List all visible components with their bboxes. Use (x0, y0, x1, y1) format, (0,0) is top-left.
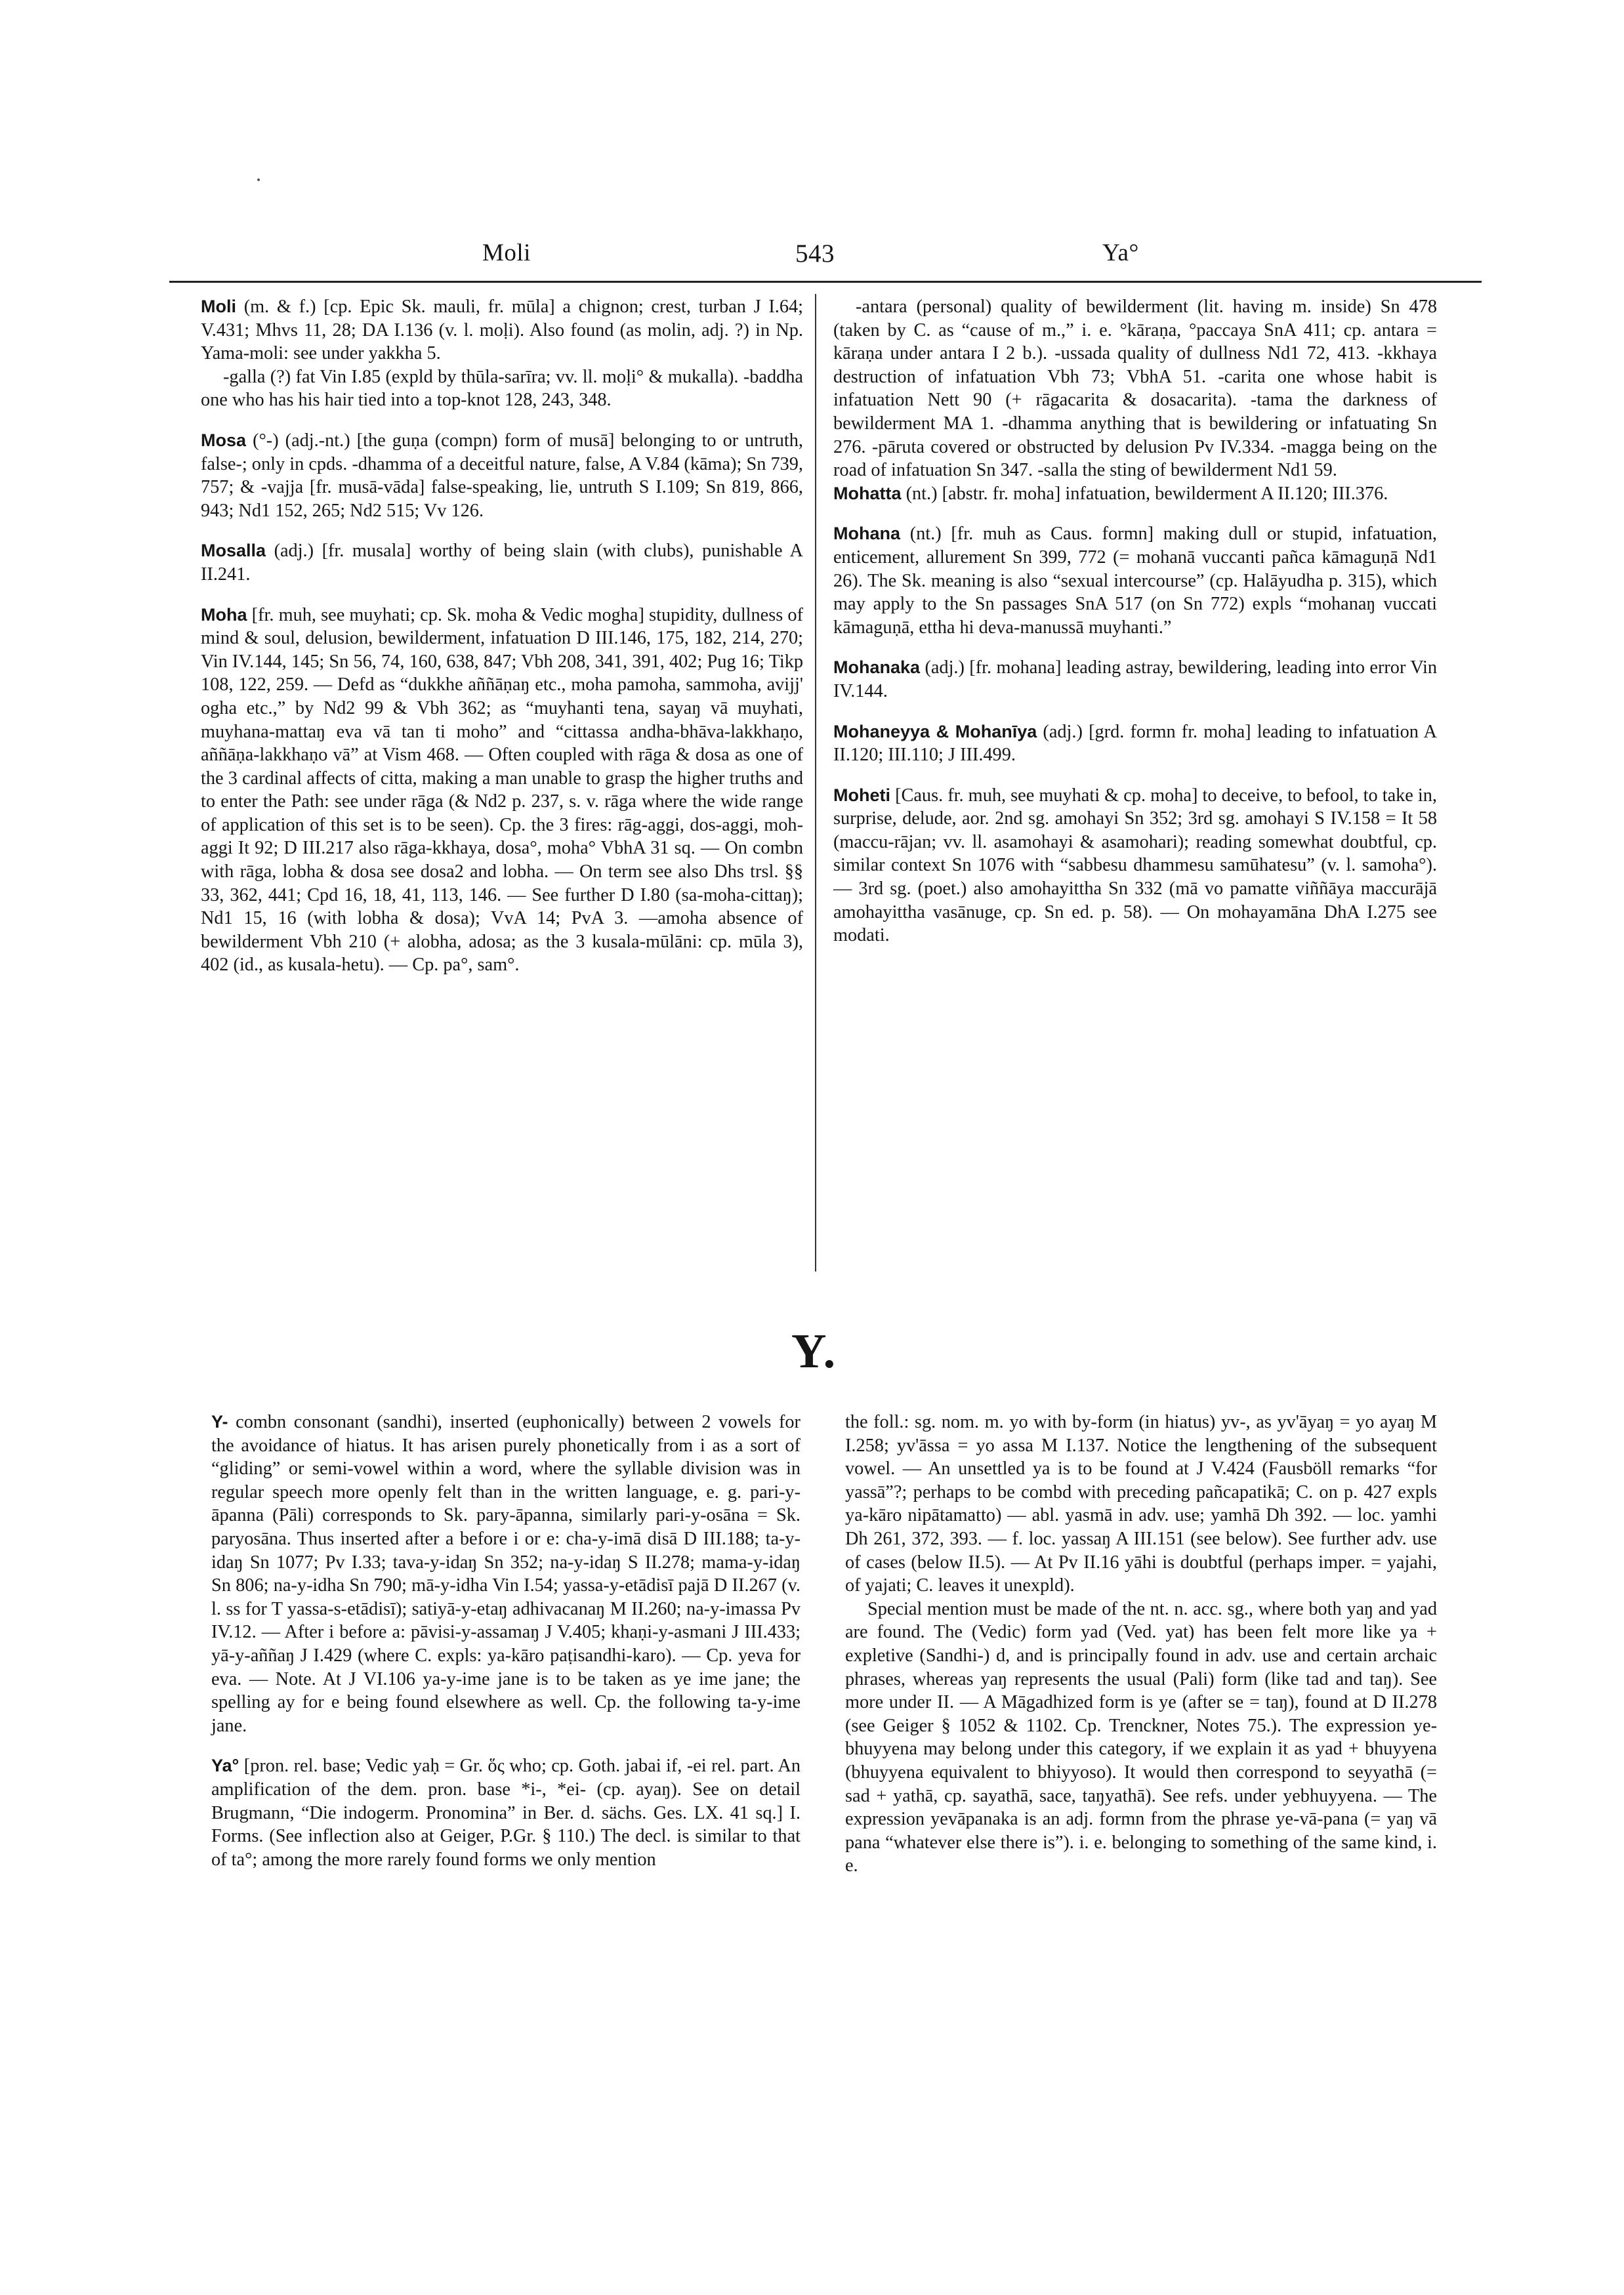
entry-body: (adj.) [fr. mohana] leading astray, bewildering, leading into error Vin IV.144. (833, 657, 1437, 701)
entry-body: (adj.) [grd. formn fr. moha] leading to infatuation A II.120; III.110; J III.499. (833, 721, 1437, 766)
entry-ya-continued (845, 1411, 1437, 1598)
running-head-right: Ya° (1102, 239, 1139, 266)
entry-moha-continued (833, 295, 1437, 482)
headword: Mohana (833, 524, 901, 544)
entry-mosalla (201, 539, 803, 586)
entry-mohana (833, 522, 1437, 639)
headword: Moli (201, 297, 236, 316)
scan-speck (257, 178, 260, 181)
entry-body: the foll.: sg. nom. m. yo with by-form (in hiatus) yv-, as yv'āyaŋ = yo ayaŋ M I.258; yv'āssa = yo assa M I.137. Notice the lengthening of the subsequent vowel. — An unsettled ya is to be found at J V.424 (Fausböll remarks “for yassā”?; perhaps to be combd with preceding pañcapatikā; C. on p. 427 expls ya-kāro nipātamatto) — abl. yasmā in adv. use; yamhā Dh 392. — loc. yamhi Dh 261, 372, 393. — f. loc. yassaŋ A III.151 (see below). See further adv. use of cases (below II.5). — At Pv II.16 yāhi is doubtful (perhaps imper. = yajahi, of yajati; C. leaves it unexpld). (845, 1412, 1437, 1596)
entry-body: combn consonant (sandhi), inserted (euphonically) between 2 vowels for the avoidance of hiatus. It has arisen purely phonetically from i as a sort of “gliding” or semi-vowel within a word, where the syllable division was in regular speech more openly felt than in the written language, e. g. pari-y-āpanna (Pāli) corresponds to Sk. pary-āpanna, similarly pari-y-osāna = Sk. paryosāna. Thus inserted after a before i or e: cha-y-imā disā D III.188; ta-y-idaŋ Sn 1077; Pv I.33; tava-y-idaŋ Sn 352; na-y-idaŋ S II.278; mama-y-idaŋ Sn 806; na-y-idha Sn 790; mā-y-idha Vin I.54; yassa-y-etādisī pajā D II.267 (v. l. ss for T yassa-s-etādisī); satiyā-y-etaŋ adhivacanaŋ M II.260; na-y-imassa Pv IV.12. — After i before a: pāvisi-y-assamaŋ J V.405; khaṇi-y-asmani J III.433; yā-y-aññaŋ J I.429 (where C. expls: ya-kāro paṭisandhi-karo). — Cp. yeva for eva. — Note. At J VI.106 ya-y-ime jane is to be taken as ye ime jane; the spelling ay for e being found elsewhere as well. Cp. the following ta-y-ime jane. (211, 1412, 801, 1736)
headword: Mosalla (201, 541, 266, 561)
entry-mosa (201, 429, 803, 522)
entry-body: [Caus. fr. muh, see muyhati & cp. moha] to deceive, to befool, to take in, surprise, delude, aor. 2nd sg. amohayi Sn 352; 3rd sg. amohayi S IV.158 = It 58 (maccu-rājan; vv. ll. asamohayi & asamohari); reading somewhat doubtful, cp. similar context Sn 1076 with “sabbesu dhammesu samūhatesu” (v. l. samoha°). — 3rd sg. (poet.) also amohayittha Sn 332 (mā vo pamatte viññāya maccurājā amohayittha vasānuge, cp. Sn ed. p. 58). — On mohayamāna DhA I.275 see modati. (833, 785, 1437, 946)
entry-body: (nt.) [fr. muh as Caus. formn] making dull or stupid, infatuation, enticement, allurement Sn 399, 772 (= mohanā vuccanti pañca kāmaguṇā Nd1 26). The Sk. meaning is also “sexual intercourse” (cp. Halāyudha p. 315), which may apply to the Sn passages SnA 517 (on Sn 772) expls “mohanaŋ vuccati kāmaguṇā, ettha hi deva-manussā muyhanti.” (833, 524, 1438, 638)
column-top-right (833, 295, 1437, 964)
page-number: 543 (795, 239, 835, 268)
headword: Mosa (201, 430, 247, 450)
entry-moli (201, 295, 803, 412)
column-divider (815, 294, 816, 1272)
entry-body: Special mention must be made of the nt. n. acc. sg., where both yaŋ and yad are found. The (Vedic) form yad (Ved. yat) has been felt more like ya + expletive (Sandhi-) d, and is principally found in adv. use and certain archaic phrases, whereas yaŋ represents the usual (Pali) form (like tad and taŋ). See more under II. — A Māgadhized form is ye (after se = taŋ), found at D II.278 (see Geiger § 1052 & 1102. Cp. Trenckner, Notes 75.). The expression ye-bhuyyena may belong under this category, if we explain it as yad + bhuyyena (bhuyyena equivalent to bhiyyoso). It would then correspond to seyyathā (= sad + yathā, cp. sayathā, sace, taŋyathā). See refs. under yebhuyyena. — The expression yevāpanaka is an adj. formn from the phrase ye-vā-pana (= yaŋ vā pana “whatever else there is”). i. e. belonging to something of the same kind, i. e. (845, 1598, 1437, 1876)
entry-body: (m. & f.) [cp. Epic Sk. mauli, fr. mūla] a chignon; crest, turban J I.64; V.431; Mhvs 11, 28; DA I.136 (v. l. moḷi). Also found (as molin, adj. ?) in Np. Yama-moli: see under yakkha 5. (201, 297, 803, 364)
entry-ya-continued-2 (845, 1598, 1437, 1878)
column-bottom-left (211, 1411, 801, 1888)
entry-body: -antara (personal) quality of bewilderment (lit. having m. inside) Sn 478 (taken by C. as “cause of m.,” i. e. °kāraṇa, °paccaya SnA 411; cp. antara = kāraṇa under antara I 2 b.). -ussada quality of dullness Nd1 72, 413. -kkhaya destruction of infatuation Vbh 73; VbhA 51. -carita one whose habit is infatuation Nett 90 (+ rāgacarita & dosacarita). -tama the darkness of bewilderment MA 1. -dhamma anything that is bewildering or infatuating Sn 276. -pāruta covered or obstructed by delusion Pv IV.334. -magga being on the road of infatuation Sn 347. -salla the sting of bewilderment Nd1 59. (833, 297, 1437, 481)
headword: Ya° (211, 1756, 239, 1776)
headword: Mohanaka (833, 657, 921, 678)
entry-sub: -galla (?) fat Vin I.85 (expld by thūla-sarīra; vv. ll. moḷi° & mukalla). -baddha one who has his hair tied into a top-knot 128, 243, 348. (201, 366, 803, 411)
entry-mohatta (833, 482, 1437, 506)
headword: Mohatta (833, 483, 902, 503)
entry-ya (211, 1754, 801, 1871)
section-letter: Y. (791, 1325, 837, 1378)
entry-body: [fr. muh, see muyhati; cp. Sk. moha & Vedic mogha] stupidity, dullness of mind & soul, delusion, bewilderment, infatuation D III.146, 175, 182, 214, 270; Vin IV.144, 145; Sn 56, 74, 160, 638, 847; Vbh 208, 341, 391, 402; Pug 16; Tikp 108, 122, 259. — Defd as “dukkhe aññāṇaŋ etc., moha pamoha, sammoha, avijj' ogha etc.,” by Nd2 99 & Vbh 362; as “muyhanti tena, sayaŋ vā muyhati, muyhana-mattaŋ eva vā tan ti moho” and “cittassa andha-bhāva-lakkhaṇo, aññāṇa-lakkhaṇo vā” at Vism 468. — Often coupled with rāga & dosa as one of the 3 cardinal affects of citta, making a man unable to grasp the higher truths and to enter the Path: see under rāga (& Nd2 p. 237, s. v. rāga where the wide range of application of this set is to be seen). Cp. the 3 fires: rāg-aggi, dos-aggi, moh-aggi It 92; D III.217 also rāga-kkhaya, dosa°, moha° VbhA 31 sq. — On combn with rāga, lobha & dosa see dosa2 and lobha. — On term see also Dhs trsl. §§ 33, 362, 441; Cpd 16, 18, 41, 113, 146. — See further D I.80 (sa-moha-cittaŋ); Nd1 15, 16 (with lobha & dosa); VvA 14; PvA 3. —amoha absence of bewilderment Vbh 210 (+ alobha, adosa; as the 3 kusala-mūlāni: cp. mūla 3), 402 (id., as kusala-hetu). — Cp. pa°, sam°. (201, 604, 803, 976)
entry-moha (201, 604, 803, 978)
headword: Moha (201, 604, 247, 625)
entry-mohanaka (833, 656, 1437, 703)
column-bottom-right (845, 1411, 1437, 1878)
entry-body: [pron. rel. base; Vedic yaḥ = Gr. ὅς who; cp. Goth. jabai if, -ei rel. part. An amplification of the dem. pron. base *i-, *ei- (cp. ayaŋ). See on detail Brugmann, “Die indogerm. Pronomina” in Ber. d. sächs. Ges. LX. 41 sq.] I. Forms. (See inflection also at Geiger, P.Gr. § 110.) The decl. is similar to that of ta°; among the more rarely found forms we only mention (211, 1756, 801, 1870)
entry-mohaneyya (833, 720, 1437, 767)
headword: Y- (211, 1412, 228, 1432)
running-head-left: Moli (482, 239, 531, 266)
headword: Moheti (833, 785, 890, 805)
column-top-left (201, 295, 803, 994)
entry-y (211, 1411, 801, 1737)
entry-body: (nt.) [abstr. fr. moha] infatuation, bewilderment A II.120; III.376. (906, 483, 1388, 504)
entry-moheti (833, 784, 1437, 947)
headword: Mohaneyya & Mohanīya (833, 721, 1037, 741)
entry-body: (°-) (adj.-nt.) [the guṇa (compn) form of musā] belonging to or untruth, false-; only in cpds. -dhamma of a deceitful nature, false, A V.84 (kāma); Sn 739, 757; & -vajja [fr. musā-vāda] false-speaking, lie, untruth S I.109; Sn 819, 866, 943; Nd1 152, 265; Nd2 515; Vv 126. (201, 430, 804, 521)
header-rule (169, 281, 1482, 283)
entry-body: (adj.) [fr. musala] worthy of being slain (with clubs), punishable A II.241. (201, 541, 803, 585)
